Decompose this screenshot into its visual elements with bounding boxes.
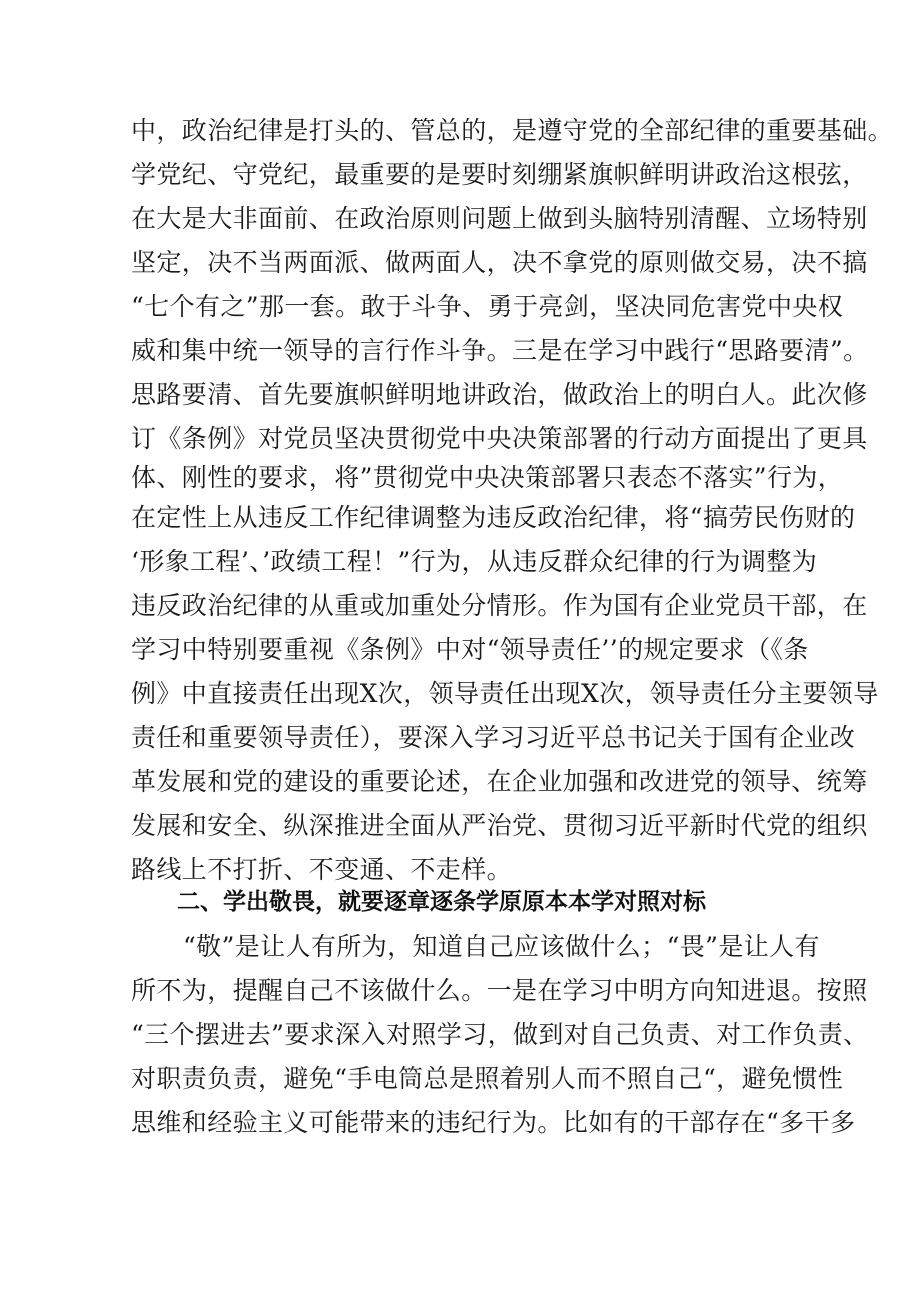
paragraph-1-line-17: 发展和安全、纵深推进全面从严治党、贯彻习近平新时代党的组织 bbox=[131, 811, 868, 840]
paragraph-1-line-3: 在大是大非面前、在政治原则问题上做到头脑特别清醒、立场特别 bbox=[131, 204, 868, 233]
paragraph-1-line-12: 违反政治纪律的从重或加重处分情形。作为国有企业党员干部，在 bbox=[131, 591, 868, 620]
paragraph-1-line-14: 例》中直接责任出现X次，领导责任出现X次，领导责任分主要领导 bbox=[131, 679, 879, 708]
paragraph-1-line-15: 责任和重要领导责任），要深入学习习近平总书记关于国有企业改 bbox=[131, 723, 856, 752]
paragraph-2-line-4: 对职责负责，避免“手电筒总是照着别人而不照自己“，避免惯性 bbox=[131, 1064, 844, 1093]
paragraph-1-line-10: 在定性上从违反工作纪律调整为违反政治纪律，将“搞劳民伤财的 bbox=[131, 503, 856, 532]
paragraph-2-line-1: “敬”是让人有所为，知道自己应该做什么；“畏”是让人有 bbox=[183, 932, 820, 961]
paragraph-1-line-6: 威和集中统一领导的言行作斗争。三是在学习中践行“思路要清”。 bbox=[131, 336, 869, 365]
paragraph-1-line-11: ‘形象工程’、’政绩工程！”行为，从违反群众纪律的行为调整为 bbox=[131, 547, 818, 576]
paragraph-1-line-1: 中，政治纪律是打头的、管总的，是遵守党的全部纪律的重要基础。 bbox=[131, 116, 894, 145]
paragraph-1-line-16: 革发展和党的建设的重要论述，在企业加强和改进党的领导、统筹 bbox=[131, 767, 868, 796]
paragraph-1-line-13: 学习中特别要重视《条例》中对“领导责任’’的规定要求（《条 bbox=[131, 635, 809, 664]
paragraph-2-line-5: 思维和经验主义可能带来的违纪行为。比如有的干部存在“多干多 bbox=[131, 1108, 856, 1137]
paragraph-1-line-2: 学党纪、守党纪，最重要的是要时刻绷紧旗帜鲜明讲政治这根弦， bbox=[131, 160, 868, 189]
paragraph-1-line-9: 体、刚性的要求，将”贯彻党中央决策部署只表态不落实”行为， bbox=[131, 463, 844, 492]
paragraph-1-line-5: “七个有之”那一套。敢于斗争、勇于亮剑，坚决同危害党中央权 bbox=[131, 292, 844, 321]
paragraph-1-line-4: 坚定，决不当两面派、做两面人，决不拿党的原则做交易，决不搞 bbox=[131, 248, 868, 277]
paragraph-2-line-2: 所不为，提醒自己不该做什么。一是在学习中明方向知进退。按照 bbox=[131, 976, 868, 1005]
section-heading-2: 二、学出敬畏，就要逐章逐条学原原本本学对照对标 bbox=[177, 889, 706, 915]
paragraph-1-line-18: 路线上不打折、不变通、不走样。 bbox=[131, 855, 513, 884]
paragraph-2-line-3: “三个摆进去”要求深入对照学习，做到对自己负责、对工作负责、 bbox=[131, 1020, 869, 1049]
paragraph-1-line-8: 订《条例》对党员坚决贯彻党中央决策部署的行动方面提出了更具 bbox=[131, 424, 868, 453]
paragraph-1-line-7: 思路要清、首先要旗帜鲜明地讲政治，做政治上的明白人。此次修 bbox=[131, 380, 868, 409]
